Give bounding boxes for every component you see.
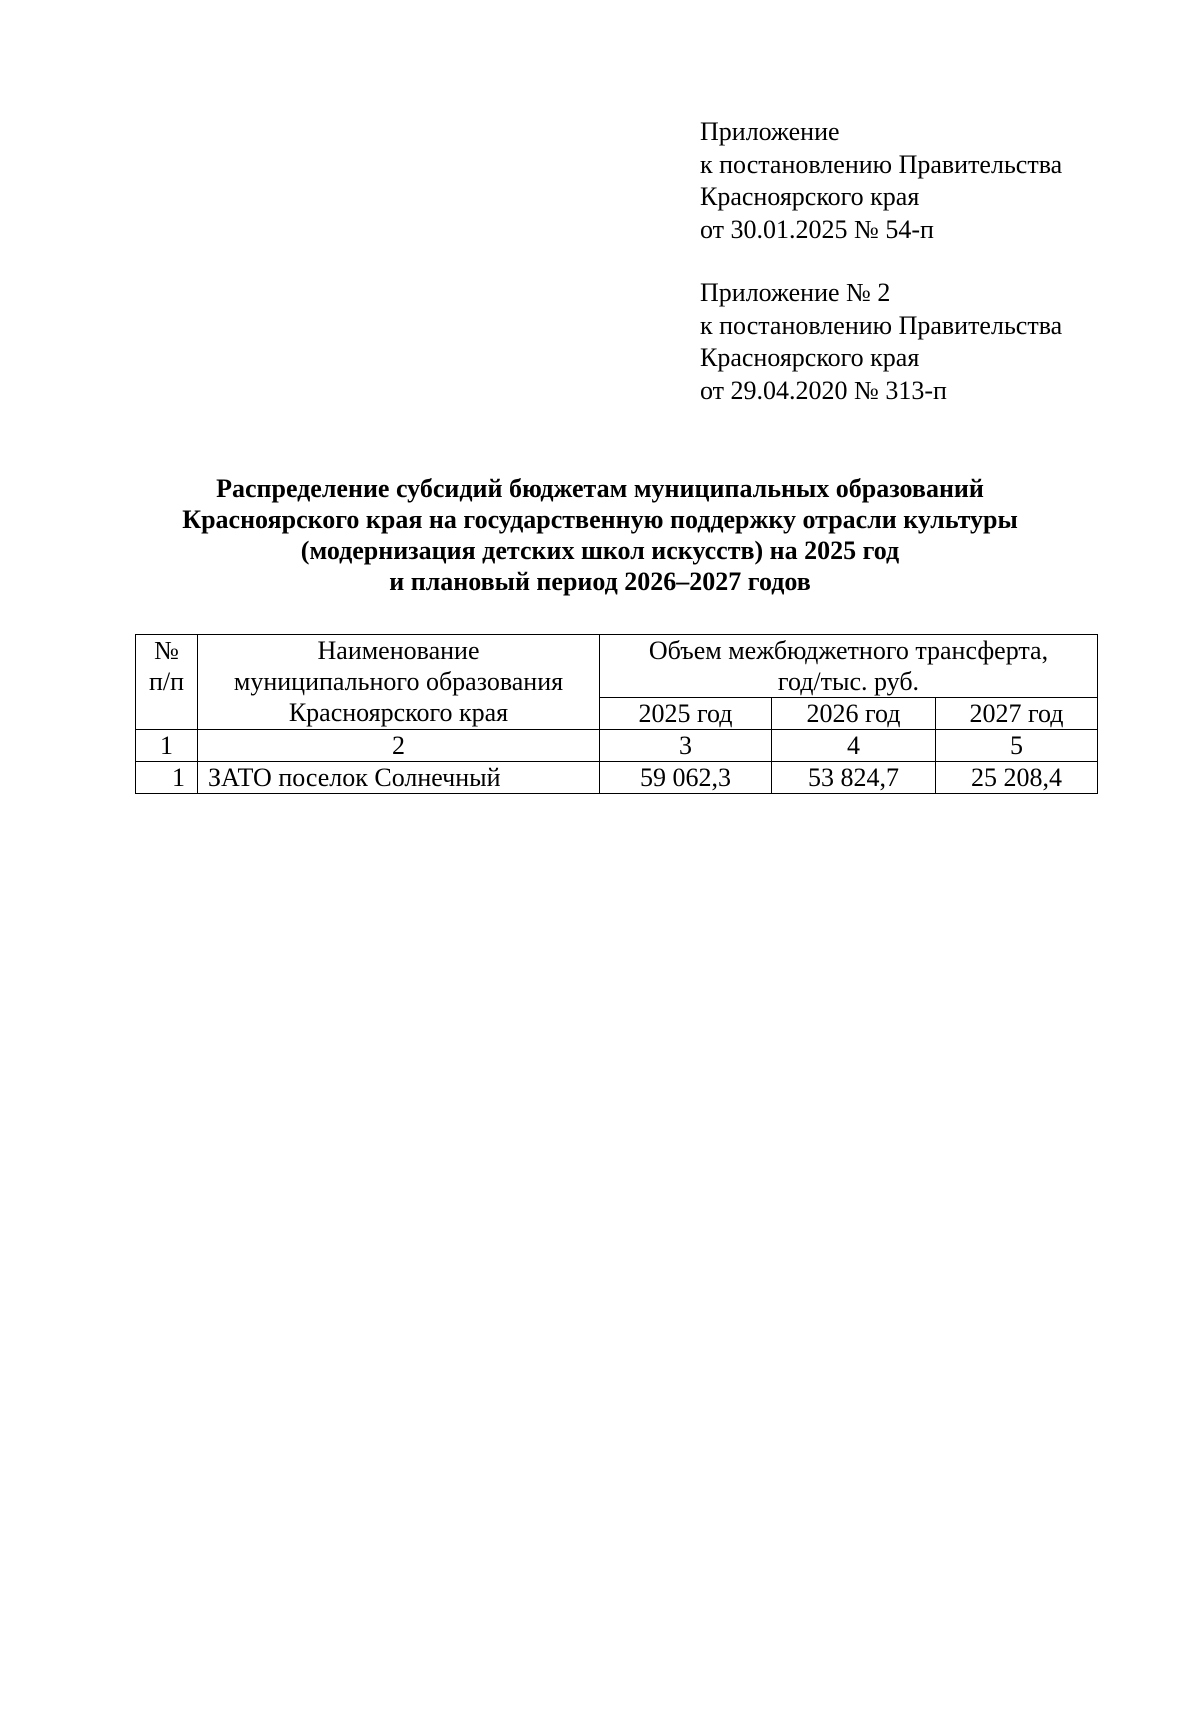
header-text: Объем межбюджетного трансферта,: [648, 636, 1049, 665]
title-line: и плановый период 2026–2027 годов: [389, 567, 811, 596]
attachment-block-2: [700, 277, 1160, 407]
column-number-cell: 4: [772, 730, 936, 762]
value-2026-cell: 53 824,7: [772, 762, 936, 794]
attachment-line: от 30.01.2025 № 54-п: [700, 214, 934, 244]
table-header-row: [136, 635, 1098, 698]
title-line: Красноярского края на государственную поддержку отрасли культуры: [182, 505, 1018, 534]
header-year-cell: 2027 год: [936, 698, 1098, 730]
column-number-row: [136, 730, 1098, 762]
column-number-cell: 3: [600, 730, 772, 762]
subsidy-distribution-table: [135, 634, 1098, 794]
title-line: (модернизация детских школ искусств) на 2025 год: [300, 536, 900, 565]
table-row: [136, 762, 1098, 794]
column-number-cell: 5: [936, 730, 1098, 762]
header-number-cell: [136, 635, 198, 730]
attachment-line: Приложение: [700, 117, 840, 146]
attachment-line: от 29.04.2020 № 313-п: [700, 375, 947, 405]
row-number-cell: 1: [136, 762, 198, 794]
attachment-line: Приложение № 2: [700, 278, 891, 307]
header-text: Наименование: [317, 636, 480, 665]
attachment-line: к постановлению Правительства: [700, 149, 1063, 179]
header-text: год/тыс. руб.: [777, 667, 920, 696]
value-2025-cell: 59 062,3: [600, 762, 772, 794]
value-2027-cell: 25 208,4: [936, 762, 1098, 794]
header-text: муниципального образования: [233, 667, 564, 696]
column-number-cell: 2: [198, 730, 600, 762]
attachment-line: Красноярского края: [700, 343, 920, 372]
header-volume-cell: [600, 635, 1098, 698]
header-year-cell: 2026 год: [772, 698, 936, 730]
title-line: Распределение субсидий бюджетам муниципальных образований: [216, 474, 984, 503]
document-title: [100, 473, 1100, 597]
header-text: №: [154, 636, 179, 665]
attachment-line: к постановлению Правительства: [700, 310, 1063, 340]
header-text: Красноярского края: [288, 698, 509, 727]
header-name-cell: [198, 635, 600, 730]
municipality-name-cell: ЗАТО поселок Солнечный: [198, 762, 600, 794]
header-year-cell: 2025 год: [600, 698, 772, 730]
attachment-block-1: [700, 116, 1160, 246]
column-number-cell: 1: [136, 730, 198, 762]
header-text: п/п: [148, 667, 185, 696]
attachment-line: Красноярского края: [700, 182, 920, 211]
